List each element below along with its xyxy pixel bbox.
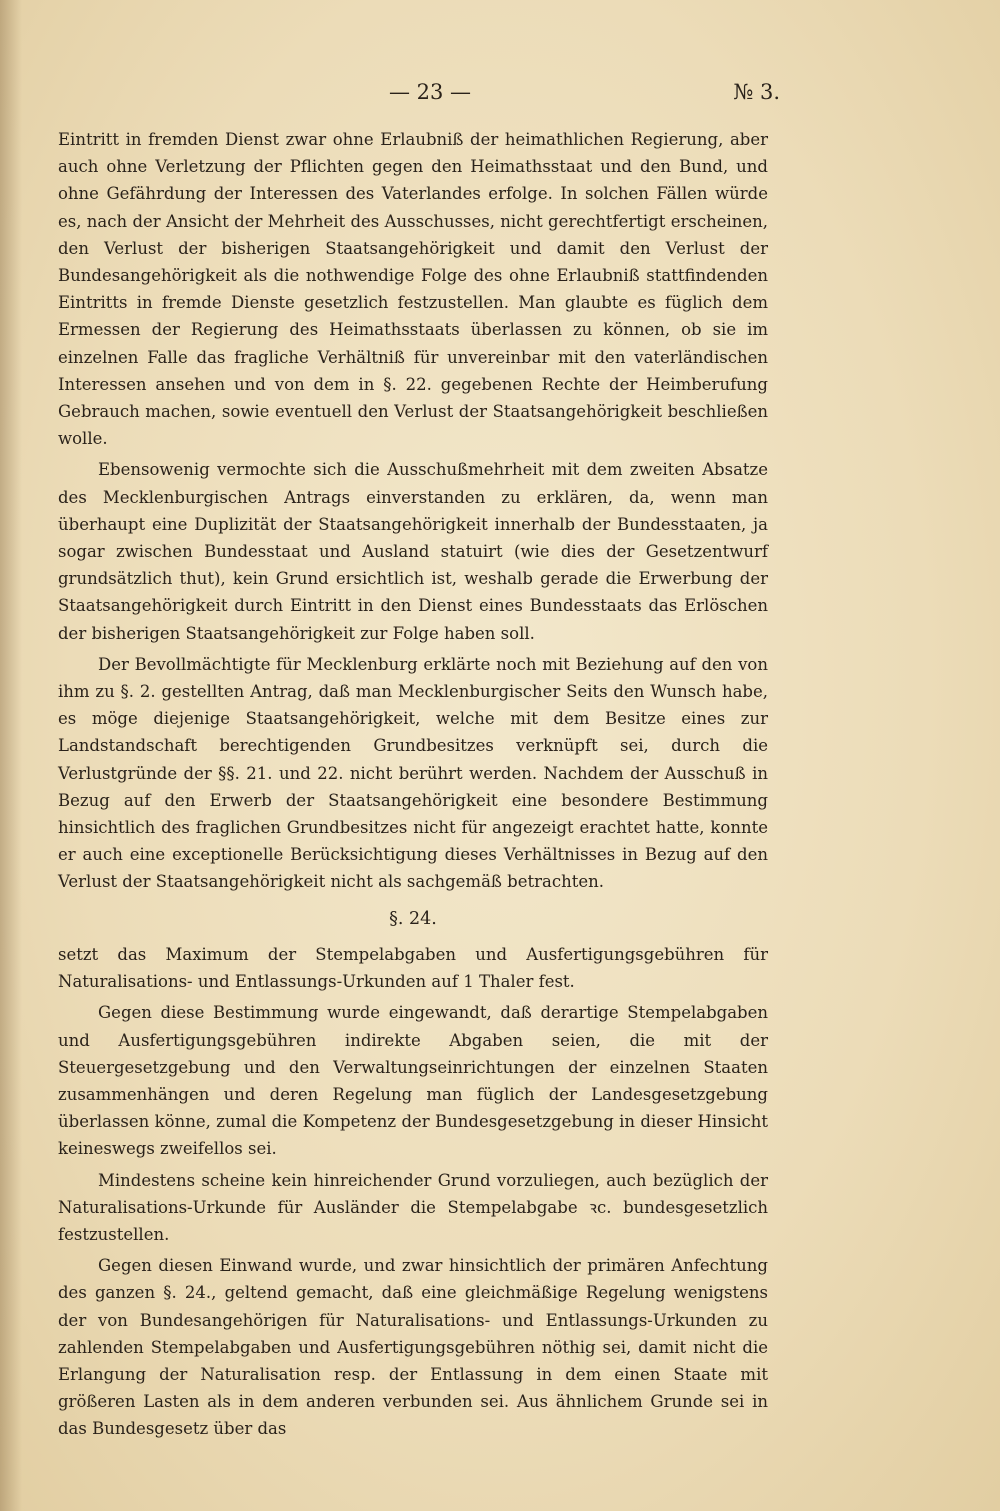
paragraph-continued: Eintritt in fremden Dienst zwar ohne Erlaubniß der heimathlichen Regierung, aber auch ohne Verletzung der Pflichten gegen den Heimathsstaat und den Bund, und ohne Gefährdung der Interessen des Vaterlandes erfolge. In solchen Fällen würde es, nach der Ansicht der Mehrheit des Ausschusses, nicht gerechtfertigt erscheinen, den Verlust der bisherigen Staatsangehörigkeit und damit den Verlust der Bundesangehörigkeit als die nothwendige Folge des ohne Erlaubniß stattfindenden Eintritts in fremde Dienste gesetzlich festzustellen. Man glaubte es füglich dem Ermessen der Regierung des Heimathsstaats überlassen zu können, ob sie im einzelnen Falle das fragliche Verhältniß für unvereinbar mit den vaterländischen Interessen ansehen und von dem in §. 22. gegebenen Rechte der Heimberufung Gebrauch machen, sowie eventuell den Verlust der Staatsangehörigkeit beschließen wolle. (58, 130, 768, 449)
page-number: — 23 — (388, 80, 472, 104)
section-heading: §. 24. (389, 908, 437, 929)
paragraph: Mindestens scheine kein hinreichender Grund vorzuliegen, auch bezüglich der Naturalisations-Urkunde für Ausländer die Stempelabgabe ꝛc. bundesgesetzlich festzustellen. (58, 1170, 768, 1244)
page-edge-shadow (0, 0, 22, 1511)
issue-number: № 3. (733, 80, 780, 104)
paragraph: Ebensowenig vermochte sich die Ausschußmehrheit mit dem zweiten Absatze des Mecklenburgischen Antrags einverstanden zu erklären, da, wenn man überhaupt eine Duplizität der Staatsangehörigkeit innerhalb der Bundesstaaten, ja sogar zwischen Bundesstaat und Ausland statuirt (wie dies der Gesetzentwurf grundsätzlich thut), kein Grund ersichtlich ist, weshalb gerade die Erwerbung der Staatsangehörigkeit durch Eintritt in den Dienst eines Bundesstaats das Erlöschen der bisherigen Staatsangehörigkeit zur Folge haben soll. (58, 460, 768, 643)
page-header (0, 80, 1000, 114)
paragraph: Der Bevollmächtigte für Mecklenburg erklärte noch mit Beziehung auf den von ihm zu §. 2. gestellten Antrag, daß man Mecklenburgischer Seits den Wunsch habe, es möge diejenige Staatsangehörigkeit, welche mit dem Besitze eines zur Landstandschaft berechtigenden Grundbesitzes verknüpft sei, durch die Verlustgründe der §§. 21. und 22. nicht berührt werden. Nachdem der Ausschuß in Bezug auf den Erwerb der Staatsangehörigkeit eine besondere Bestimmung hinsichtlich des fraglichen Grundbesitzes nicht für angezeigt erachtet hatte, konnte er auch eine exceptionelle Berücksichtigung dieses Verhältnisses in Bezug auf den Verlust der Staatsangehörigkeit nicht als sachgemäß betrachten. (58, 654, 768, 892)
document-body (58, 126, 768, 1447)
paragraph: Gegen diese Bestimmung wurde eingewandt, daß derartige Stempelabgaben und Ausfertigungsgebühren indirekte Abgaben seien, die mit der Steuergesetzgebung und den Verwaltungseinrichtungen der einzelnen Staaten zusammenhängen und deren Regelung man füglich der Landesgesetzgebung überlassen könne, zumal die Kompetenz der Bundesgesetzgebung in dieser Hinsicht keineswegs zweifellos sei. (58, 1003, 768, 1159)
paragraph: setzt das Maximum der Stempelabgaben und Ausfertigungsgebühren für Naturalisations- und Entlassungs-Urkunden auf 1 Thaler fest. (58, 944, 768, 992)
paragraph: Gegen diesen Einwand wurde, und zwar hinsichtlich der primären Anfechtung des ganzen §. 24., geltend gemacht, daß eine gleichmäßige Regelung wenigstens der von Bundesangehörigen für Naturalisations- und Entlassungs-Urkunden zu zahlenden Stempelabgaben und Ausfertigungsgebühren nöthig sei, damit nicht die Erlangung der Naturalisation resp. der Entlassung in dem einen Staate mit größeren Lasten als in dem anderen verbunden sei. Aus ähnlichem Grunde sei in das Bundesgesetz über das (58, 1256, 768, 1439)
